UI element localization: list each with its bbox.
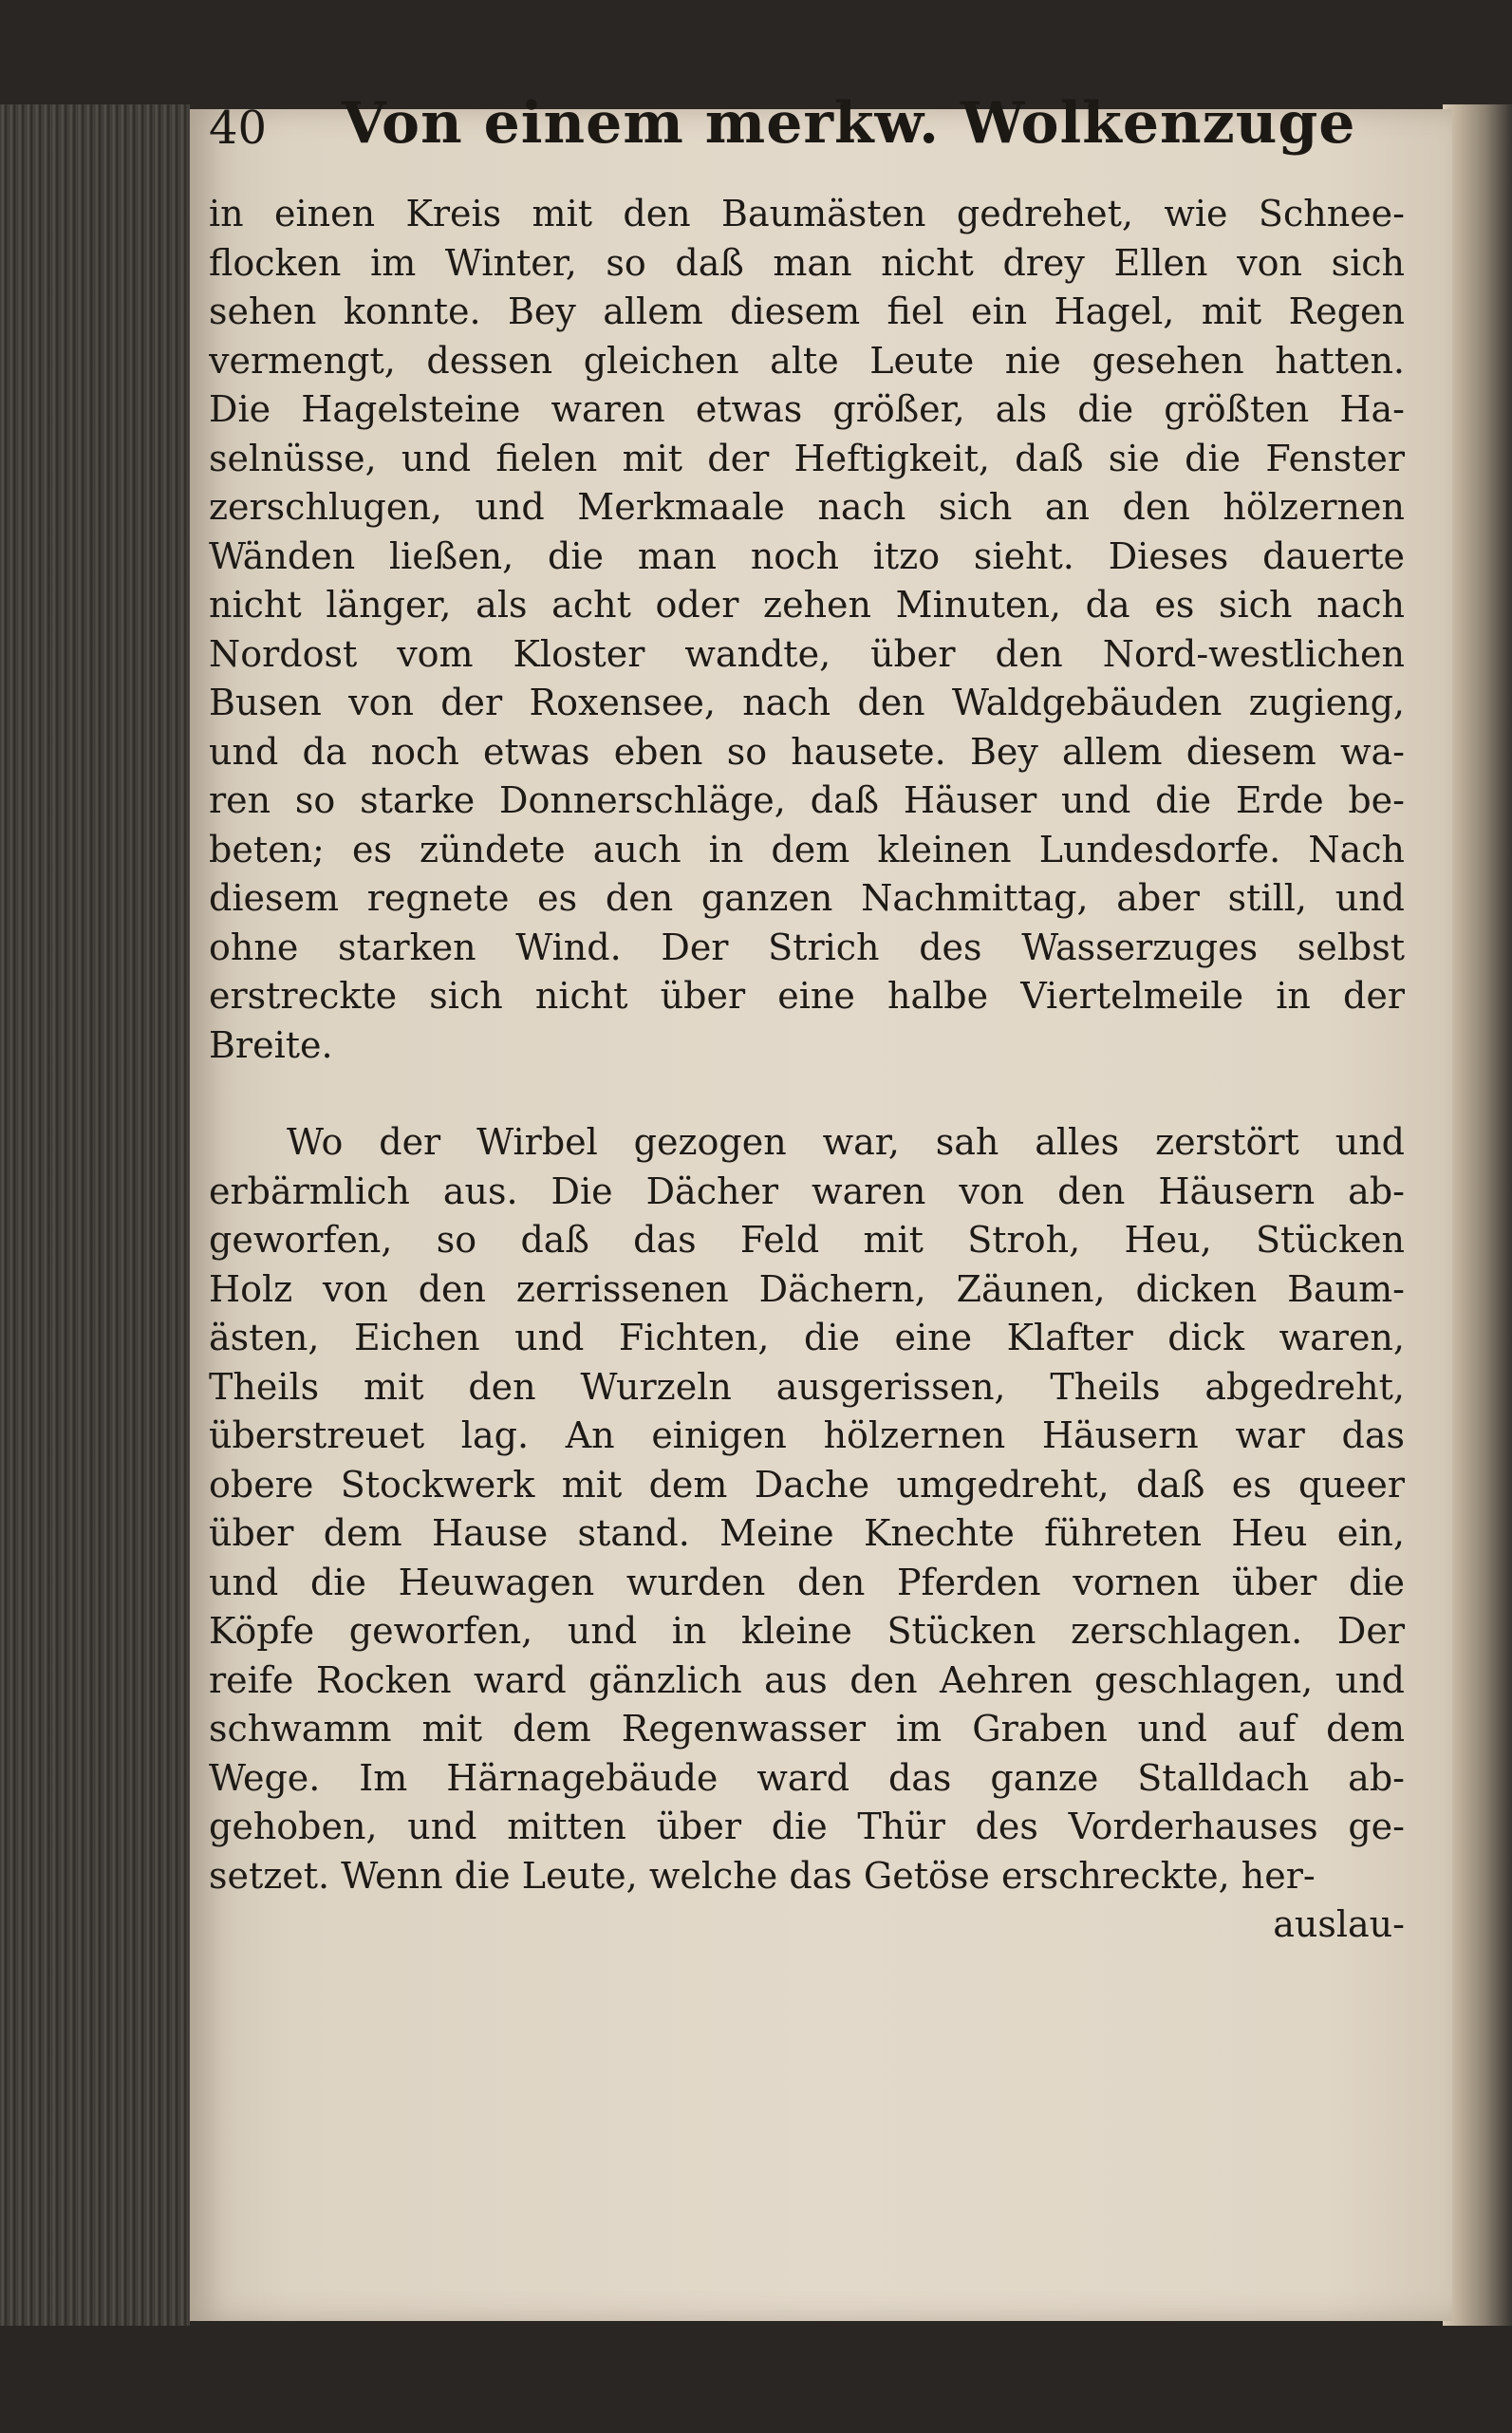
text-line: in einen Kreis mit den Baumästen gedrehet, wie Schnee- — [209, 193, 1405, 234]
text-line: reife Rocken ward gänzlich aus den Aehren geschlagen, und — [209, 1658, 1405, 1701]
text-line: ren so starke Donnerschläge, daß Häuser und die Erde be- — [209, 779, 1405, 821]
page-title: Von einem merkw. Wolkenzuge — [342, 90, 1356, 157]
text-line: und da noch etwas eben so hausete. Bey allem diesem wa- — [209, 730, 1405, 773]
text-line: vermengt, dessen gleichen alte Leute nie gesehen hatten. — [209, 339, 1405, 382]
text-line: Wo der Wirbel gezogen war, sah alles zerstört und — [287, 1121, 1405, 1163]
text-line: Wänden ließen, die man noch itzo sieht. Dieses dauerte — [209, 534, 1405, 577]
text-line: ästen, Eichen und Fichten, die eine Klafter dick waren, — [209, 1317, 1405, 1358]
catchword: auslau- — [1273, 1903, 1405, 1945]
text-line: ohne starken Wind. Der Strich des Wasserzuges selbst — [209, 926, 1405, 968]
text-line: selnüsse, und fielen mit der Heftigkeit, daß sie die Fenster — [209, 437, 1405, 479]
text-line: Theils mit den Wurzeln ausgerissen, Theils abgedreht, — [209, 1365, 1405, 1408]
text-line: Köpfe geworfen, und in kleine Stücken zerschlagen. Der — [209, 1610, 1405, 1652]
book-page-edges — [0, 104, 190, 2326]
text-line: Breite. — [209, 1023, 333, 1066]
paragraph-gap — [209, 1070, 1405, 1118]
book-spine-shadow — [1443, 104, 1512, 2326]
text-line: Die Hagelsteine waren etwas größer, als die größten Ha- — [209, 388, 1405, 430]
text-line: schwamm mit dem Regenwasser im Graben und auf dem — [209, 1708, 1405, 1750]
text-line: flocken im Winter, so daß man nicht drey Ellen von sich — [209, 241, 1405, 284]
text-line: geworfen, so daß das Feld mit Stroh, Heu, Stücken — [209, 1219, 1405, 1261]
text-line: gehoben, und mitten über die Thür des Vorderhauses ge- — [209, 1806, 1405, 1847]
page-number: 40 — [209, 102, 268, 155]
text-line: Busen von der Roxensee, nach den Waldgebäuden zugieng, — [209, 682, 1405, 723]
text-line: diesem regnete es den ganzen Nachmittag, aber still, und — [209, 877, 1405, 919]
text-line: über dem Hause stand. Meine Knechte führeten Heu ein, — [209, 1512, 1405, 1554]
body-text — [209, 190, 1405, 1950]
paragraph — [209, 190, 1405, 1070]
running-head — [209, 90, 1356, 166]
text-line: nicht länger, als acht oder zehen Minuten, da es sich nach — [209, 584, 1405, 626]
text-line: Holz von den zerrissenen Dächern, Zäunen, dicken Baum- — [209, 1267, 1405, 1310]
text-line: sehen konnte. Bey allem diesem fiel ein Hagel, mit Regen — [209, 290, 1405, 332]
text-line: setzet. Wenn die Leute, welche das Getöse erschreckte, her- — [209, 1854, 1316, 1897]
text-line: überstreuet lag. An einigen hölzernen Häusern war das — [209, 1414, 1405, 1456]
text-line: Nordost vom Kloster wandte, über den Nord-westlichen — [209, 632, 1405, 675]
text-line: obere Stockwerk mit dem Dache umgedreht, daß es queer — [209, 1463, 1405, 1506]
text-line: erbärmlich aus. Die Dächer waren von den Häusern ab- — [209, 1170, 1405, 1212]
paragraph — [209, 1118, 1405, 1900]
text-line: und die Heuwagen wurden den Pferden vornen über die — [209, 1561, 1405, 1603]
text-line: erstreckte sich nicht über eine halbe Viertelmeile in der — [209, 975, 1405, 1017]
text-line: Wege. Im Härnagebäude ward das ganze Stalldach ab- — [209, 1756, 1405, 1799]
text-line: zerschlugen, und Merkmaale nach sich an den hölzernen — [209, 486, 1405, 528]
text-line: beten; es zündete auch in dem kleinen Lundesdorfe. Nach — [209, 828, 1405, 870]
